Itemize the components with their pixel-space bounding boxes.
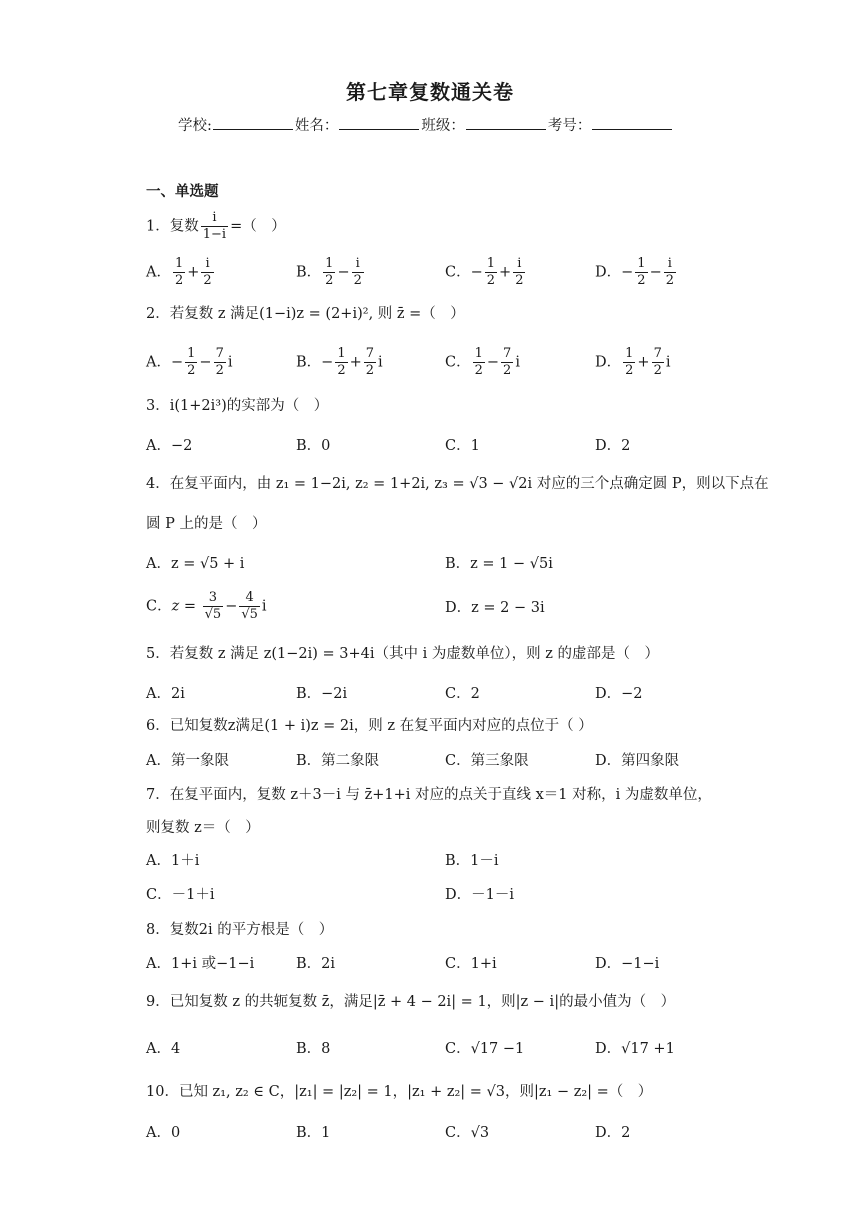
q3-option-a[interactable]: A．−2 bbox=[146, 438, 193, 454]
q5-option-c[interactable]: C．2 bbox=[445, 686, 480, 702]
q10-option-c[interactable]: C．√3 bbox=[445, 1125, 490, 1141]
question-7-line2: 则复数 z＝（ ） bbox=[146, 820, 260, 836]
q9-option-c[interactable]: C．√17 −1 bbox=[445, 1041, 525, 1057]
q1-option-a[interactable]: A． $\frac{1}{2}$ + $\frac{i}{2}$ bbox=[146, 256, 212, 288]
q10-option-b[interactable]: B．1 bbox=[296, 1125, 331, 1141]
q3-option-d[interactable]: D．2 bbox=[595, 438, 631, 454]
q6-option-d[interactable]: D．第四象限 bbox=[595, 753, 680, 769]
student-info-line bbox=[178, 114, 674, 135]
question-8: 8．复数2i 的平方根是（ ） bbox=[146, 922, 334, 938]
q9-option-d[interactable]: D．√17 +1 bbox=[595, 1041, 675, 1057]
exam-no-label: 考号： bbox=[547, 118, 592, 134]
exam-no-blank[interactable] bbox=[592, 117, 672, 130]
q10-option-a[interactable]: A．0 bbox=[146, 1125, 181, 1141]
question-4-line2: 圆 P 上的是（ ） bbox=[146, 516, 267, 532]
question-6: 6．已知复数z满足(1 + i)z = 2i，则 z 在复平面内对应的点位于（ ） bbox=[146, 718, 593, 734]
q4-option-a[interactable]: A．z = √5 + i bbox=[146, 556, 245, 572]
q5-option-b[interactable]: B．−2i bbox=[296, 686, 348, 702]
q8-option-a[interactable]: A．1+i 或−1−i bbox=[146, 956, 255, 972]
question-4: 4．在复平面内，由 z₁ = 1−2i, z₂ = 1+2i, z₃ = √3 − √2i 对应的三个点确定圆 P，则以下点在 bbox=[146, 476, 769, 492]
exam-title: 第七章复数通关卷 bbox=[346, 80, 514, 104]
q3-option-b[interactable]: B．0 bbox=[296, 438, 331, 454]
q8-option-d[interactable]: D．−1−i bbox=[595, 956, 660, 972]
q6-option-c[interactable]: C．第三象限 bbox=[445, 753, 529, 769]
q2-option-c[interactable]: C． $\frac{1}{2}$ − $\frac{7}{2}$ i bbox=[445, 346, 520, 378]
class-label: 班级： bbox=[421, 118, 465, 134]
question-5: 5．若复数 z 满足 z(1−2i) = 3+4i（其中 i 为虚数单位），则 z 的虚部是（ ） bbox=[146, 646, 659, 662]
q6-option-a[interactable]: A．第一象限 bbox=[146, 753, 229, 769]
question-7: 7．在复平面内，复数 z＋3－i 与 z̄+1+i 对应的点关于直线 x＝1 对称，i 为虚数单位， bbox=[146, 787, 712, 803]
q7-option-b[interactable]: B．1－i bbox=[445, 853, 499, 869]
school-blank[interactable] bbox=[213, 117, 293, 130]
question-1: 1．复数 $\frac{i}{1-i}$ =（ ） bbox=[146, 210, 286, 242]
name-label: 姓名： bbox=[294, 118, 339, 134]
q5-option-d[interactable]: D．−2 bbox=[595, 686, 643, 702]
q3-option-c[interactable]: C．1 bbox=[445, 438, 480, 454]
class-blank[interactable] bbox=[466, 117, 546, 130]
q6-option-b[interactable]: B．第二象限 bbox=[296, 753, 380, 769]
fraction: $\frac{i}{1-i}$ bbox=[202, 210, 227, 242]
q5-option-a[interactable]: A．2i bbox=[146, 686, 185, 702]
q4-option-d[interactable]: D．z = 2 − 3i bbox=[445, 600, 545, 616]
q7-option-a[interactable]: A．1＋i bbox=[146, 853, 200, 869]
q8-option-c[interactable]: C．1+i bbox=[445, 956, 497, 972]
school-label: 学校: bbox=[178, 118, 212, 134]
section-heading: 一、单选题 bbox=[146, 183, 219, 200]
q9-option-b[interactable]: B．8 bbox=[296, 1041, 331, 1057]
question-9: 9．已知复数 z 的共轭复数 z̄，满足|z̄ + 4 − 2i| = 1，则|z − i|的最小值为（ ） bbox=[146, 994, 676, 1010]
q4-option-c[interactable]: C．z = $\frac{3}{√5}$ − $\frac{4}{√5}$ i bbox=[146, 590, 267, 622]
question-3: 3．i(1+2i³)的实部为（ ） bbox=[146, 398, 329, 414]
q2-option-d[interactable]: D． $\frac{1}{2}$ + $\frac{7}{2}$ i bbox=[595, 346, 671, 378]
name-blank[interactable] bbox=[339, 117, 419, 130]
q2-option-b[interactable]: B．− $\frac{1}{2}$ + $\frac{7}{2}$ i bbox=[296, 346, 383, 378]
q1-option-c[interactable]: C．− $\frac{1}{2}$ + $\frac{i}{2}$ bbox=[445, 256, 524, 288]
q8-option-b[interactable]: B．2i bbox=[296, 956, 336, 972]
q2-option-a[interactable]: A．− $\frac{1}{2}$ − $\frac{7}{2}$ i bbox=[146, 346, 233, 378]
q10-option-d[interactable]: D．2 bbox=[595, 1125, 631, 1141]
q1-option-b[interactable]: B． $\frac{1}{2}$ − $\frac{i}{2}$ bbox=[296, 256, 362, 288]
question-10: 10．已知 z₁, z₂ ∈ C，|z₁| = |z₂| = 1，|z₁ + z₂| = √3，则|z₁ − z₂| =（ ） bbox=[146, 1084, 653, 1100]
question-2: 2．若复数 z 满足(1−i)z = (2+i)², 则 z̄ =（ ） bbox=[146, 306, 465, 322]
q1-option-d[interactable]: D．− $\frac{1}{2}$ − $\frac{i}{2}$ bbox=[595, 256, 675, 288]
q7-option-d[interactable]: D．－1－i bbox=[445, 887, 514, 903]
q7-option-c[interactable]: C．－1＋i bbox=[146, 887, 215, 903]
q4-option-b[interactable]: B．z = 1 − √5i bbox=[445, 556, 553, 572]
q9-option-a[interactable]: A．4 bbox=[146, 1041, 181, 1057]
